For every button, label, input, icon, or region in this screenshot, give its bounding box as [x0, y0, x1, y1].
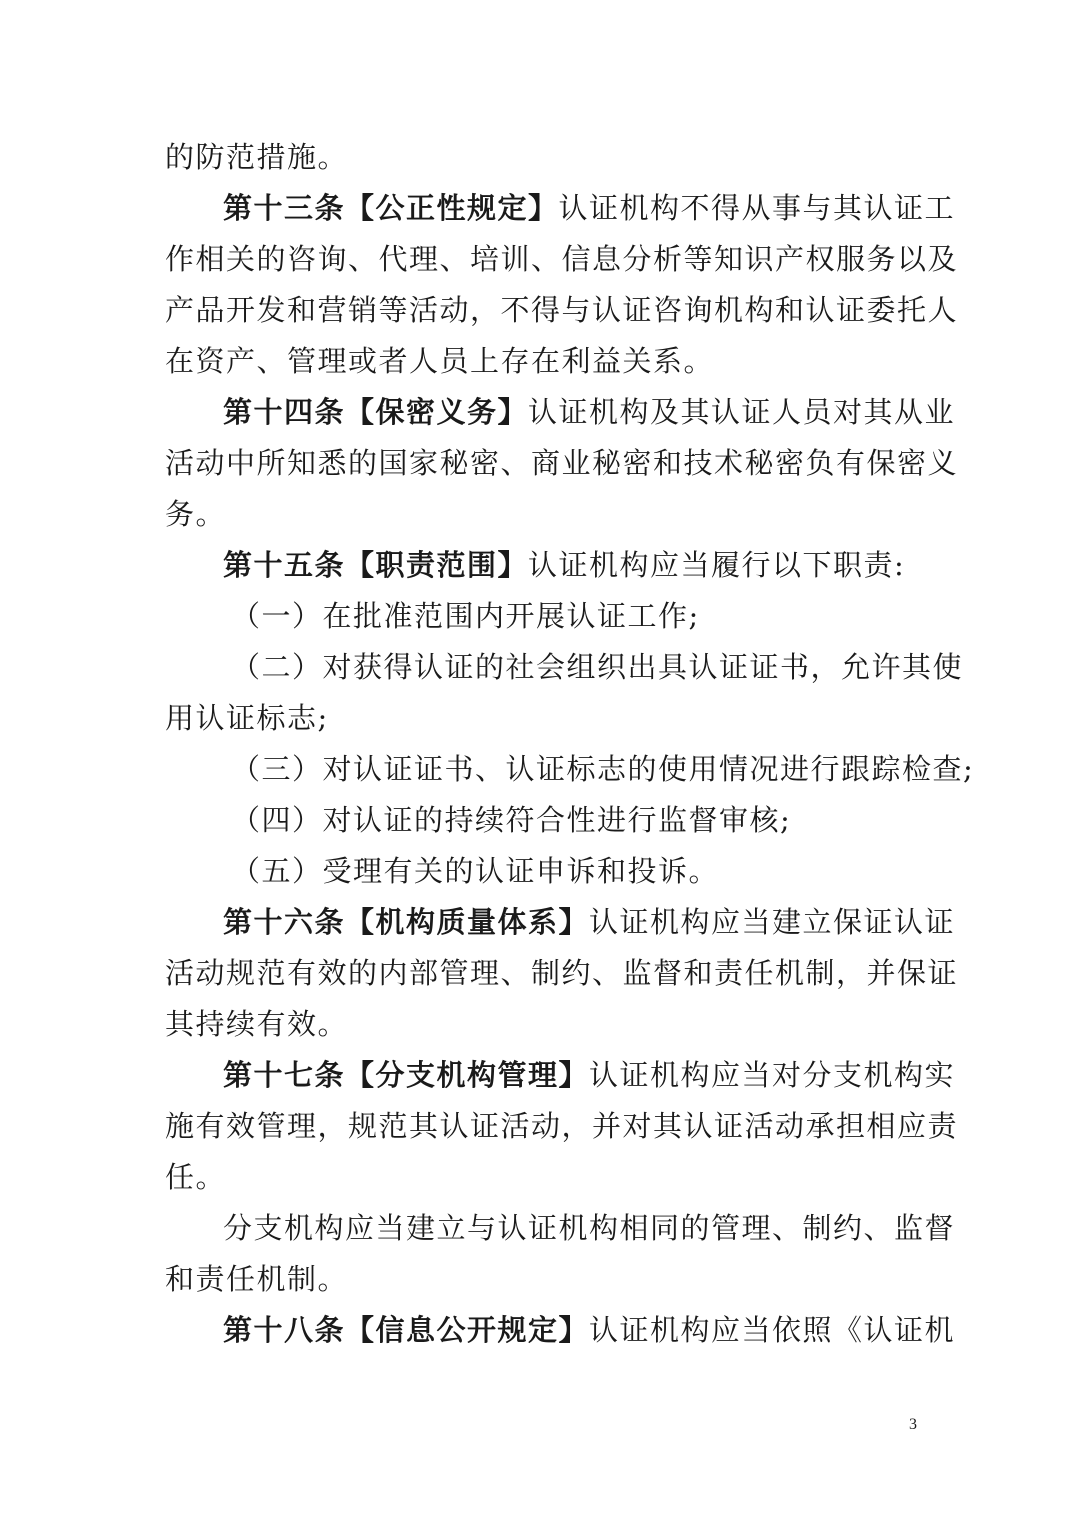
line-text: 务。: [165, 497, 227, 531]
text-line: [165, 591, 917, 642]
text-line: [165, 1305, 956, 1356]
text-line: [165, 642, 964, 693]
text-line: [165, 540, 917, 591]
line-text: 作相关的咨询、代理、培训、信息分析等知识产权服务以及: [165, 242, 959, 276]
line-text: 用认证标志;: [165, 701, 329, 735]
text-line: [165, 387, 956, 438]
article-heading: 第十三条【公正性规定】: [223, 191, 559, 225]
text-line: [165, 693, 917, 744]
text-line: [165, 897, 956, 948]
text-line: [165, 132, 917, 183]
article-heading: 第十七条【分支机构管理】: [223, 1058, 590, 1092]
text-line: [165, 846, 917, 897]
line-text: 认证机构应当履行以下职责:: [528, 548, 906, 582]
text-line: [165, 1050, 956, 1101]
line-text: 认证机构应当依照《认证机: [589, 1313, 956, 1347]
text-line: [165, 1152, 917, 1203]
line-text: 认证机构应当建立保证认证: [589, 905, 956, 939]
text-line: [165, 999, 917, 1050]
line-text: 活动规范有效的内部管理、制约、监督和责任机制，并保证: [165, 956, 959, 990]
text-line: [165, 1254, 917, 1305]
line-text: 其持续有效。: [165, 1007, 349, 1041]
text-line: [165, 948, 959, 999]
article-heading: 第十六条【机构质量体系】: [223, 905, 590, 939]
line-text: （三）对认证证书、认证标志的使用情况进行跟踪检查;: [231, 752, 975, 786]
line-text: （二）对获得认证的社会组织出具认证证书，允许其使: [231, 650, 964, 684]
line-text: （五）受理有关的认证申诉和投诉。: [231, 854, 720, 888]
text-line: [165, 489, 917, 540]
text-line: [165, 795, 917, 846]
text-line: [165, 744, 975, 795]
text-line: [165, 1101, 959, 1152]
text-line: [165, 234, 959, 285]
line-text: 任。: [165, 1160, 227, 1194]
document-body: [165, 132, 975, 1356]
line-text: 的防范措施。: [165, 140, 349, 174]
line-text: 施有效管理，规范其认证活动，并对其认证活动承担相应责: [165, 1109, 959, 1143]
text-line: [165, 438, 959, 489]
text-line: [165, 285, 959, 336]
line-text: 认证机构及其认证人员对其从业: [528, 395, 956, 429]
line-text: 在资产、管理或者人员上存在利益关系。: [165, 344, 715, 378]
article-heading: 第十八条【信息公开规定】: [223, 1313, 590, 1347]
line-text: 认证机构应当对分支机构实: [589, 1058, 956, 1092]
line-text: 产品开发和营销等活动，不得与认证咨询机构和认证委托人: [165, 293, 959, 327]
text-line: [165, 183, 956, 234]
line-text: 认证机构不得从事与其认证工: [558, 191, 956, 225]
line-text: （一）在批准范围内开展认证工作;: [231, 599, 700, 633]
text-line: [165, 1203, 956, 1254]
page-number: 3: [909, 1416, 917, 1433]
line-text: 分支机构应当建立与认证机构相同的管理、制约、监督: [223, 1211, 956, 1245]
text-line: [165, 336, 917, 387]
line-text: （四）对认证的持续符合性进行监督审核;: [231, 803, 792, 837]
article-heading: 第十五条【职责范围】: [223, 548, 529, 582]
article-heading: 第十四条【保密义务】: [223, 395, 529, 429]
line-text: 和责任机制。: [165, 1262, 349, 1296]
line-text: 活动中所知悉的国家秘密、商业秘密和技术秘密负有保密义: [165, 446, 959, 480]
